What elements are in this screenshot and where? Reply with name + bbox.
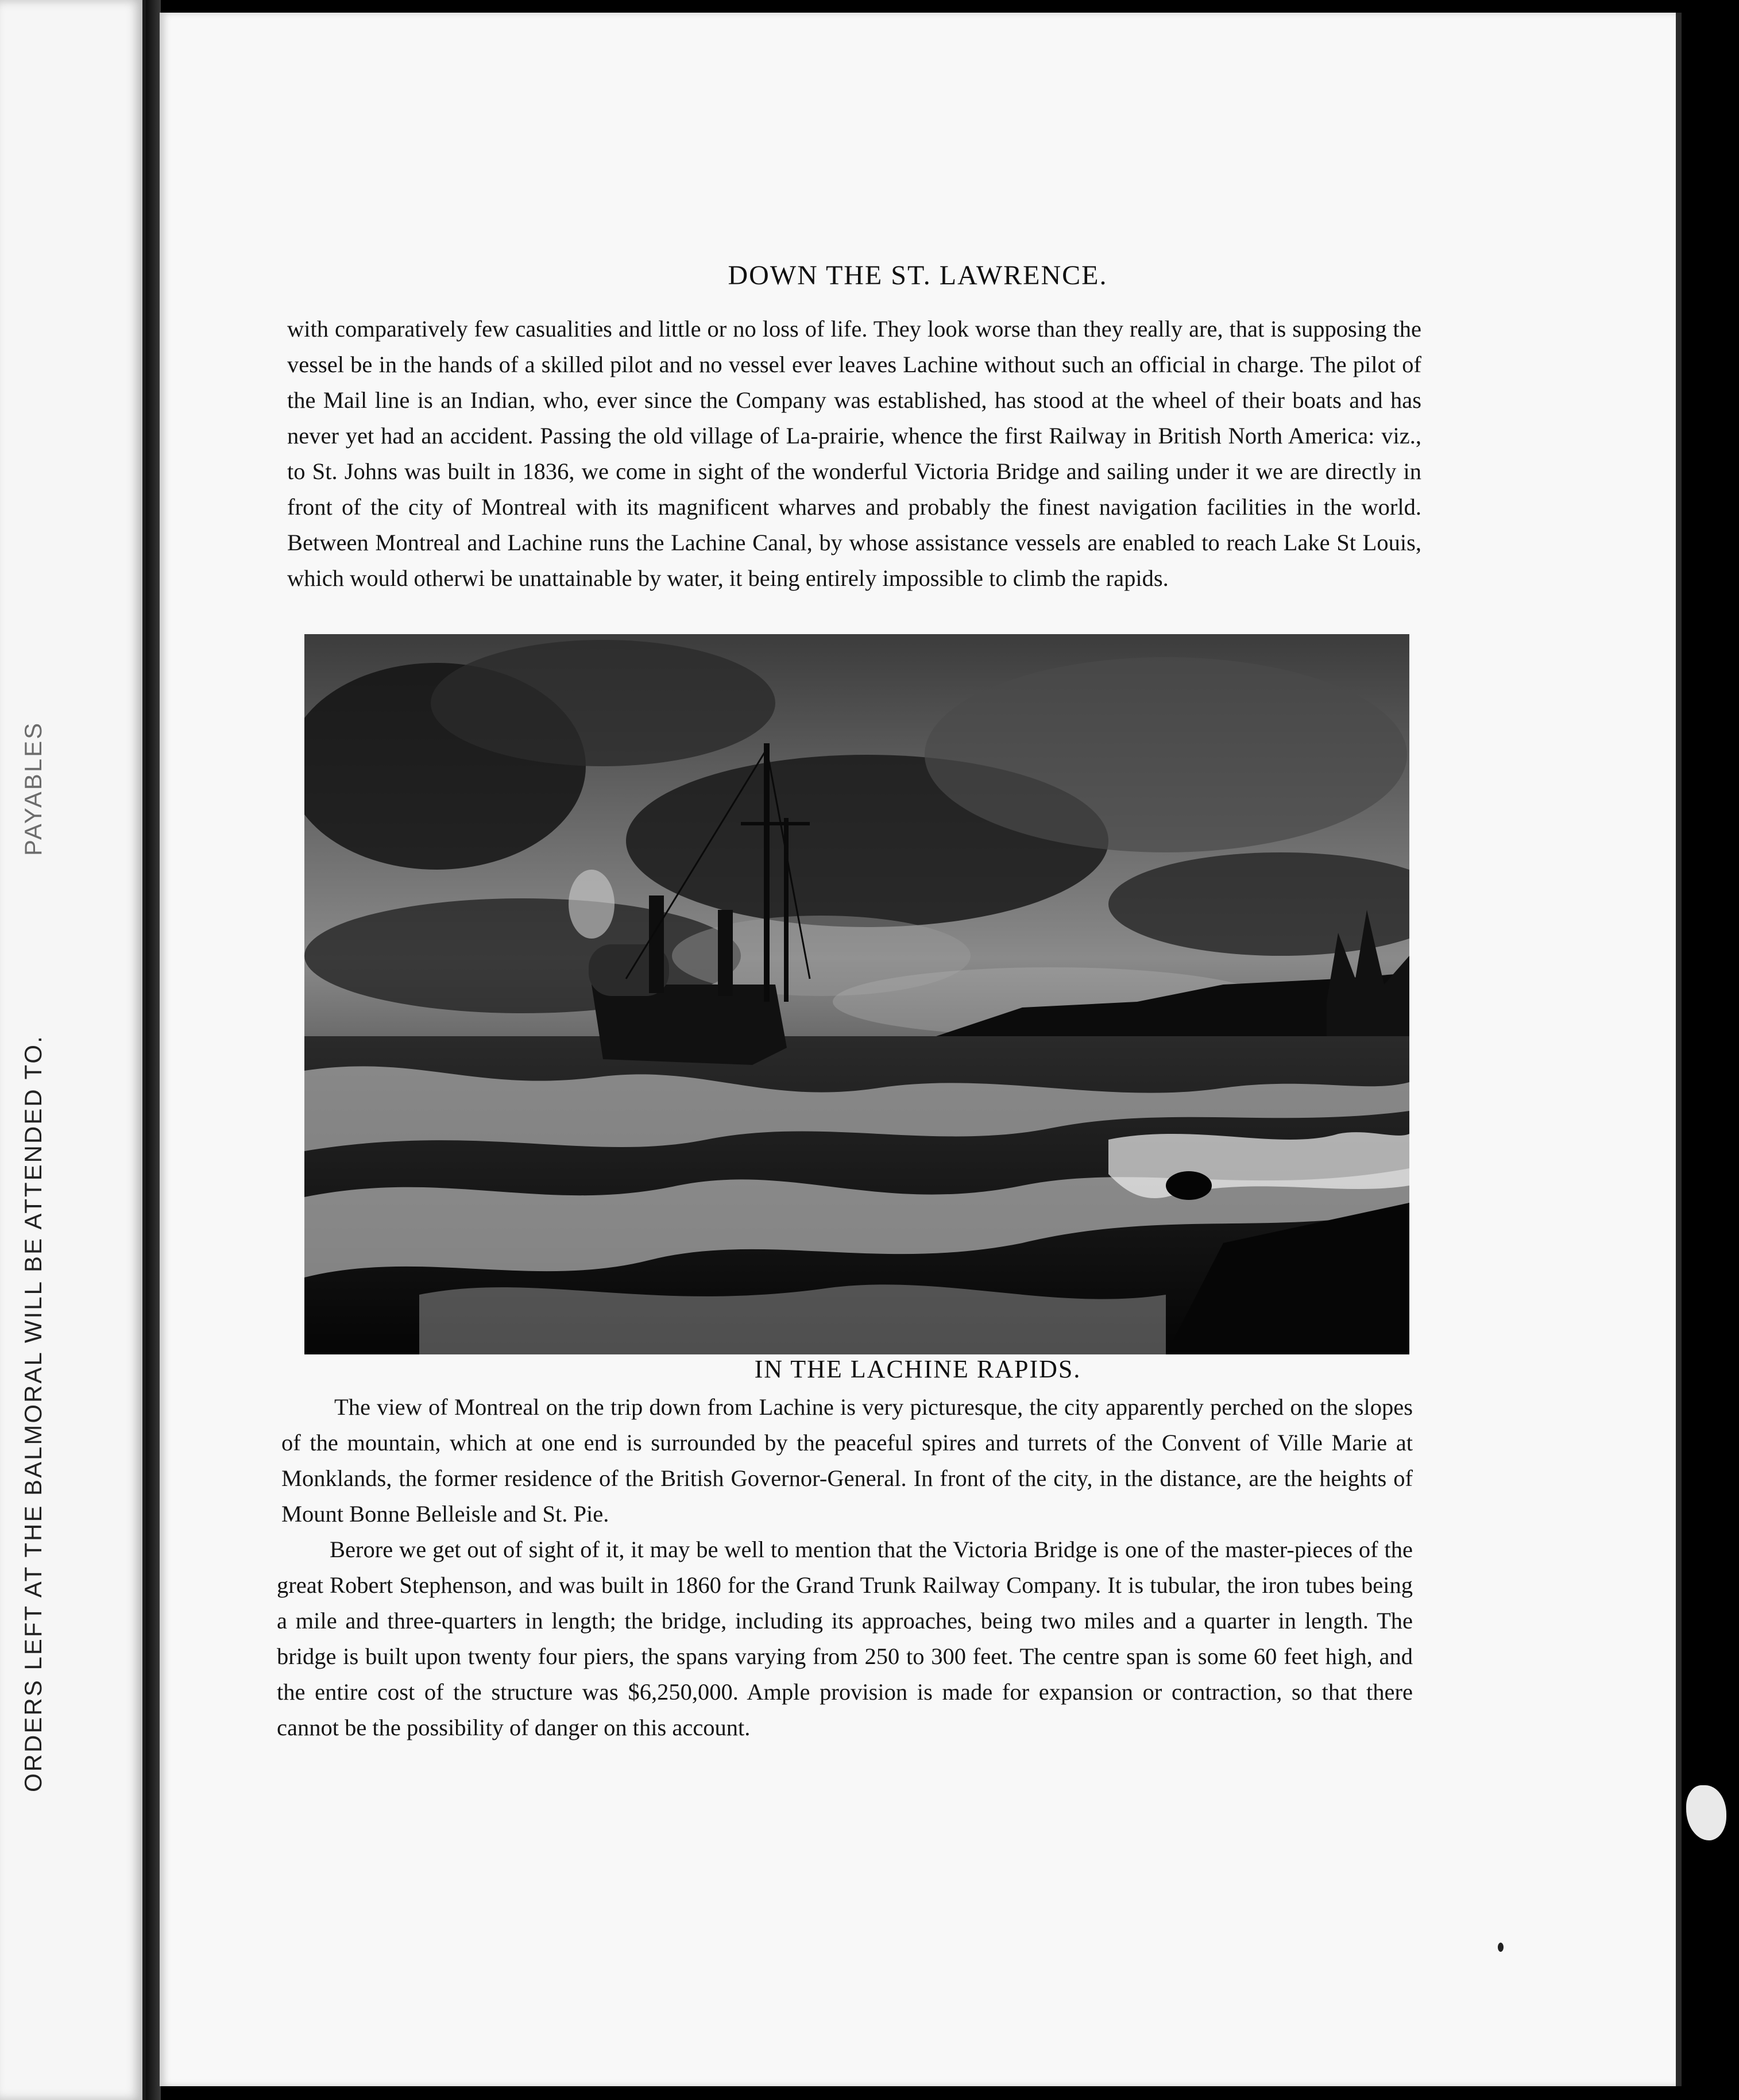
page-gutter bbox=[146, 0, 161, 2100]
illustration-caption: IN THE LACHINE RAPIDS. bbox=[754, 1355, 1081, 1383]
adjacent-page-edge bbox=[0, 0, 146, 2100]
body-paragraph-bottom: Berore we get out of sight of it, it may be well to mention that the Victoria Bridge is one of the master-pieces of the great Robert Stephenson, and was built in 1860 for the Grand Trunk Railway Company. It is tubular, the iron tubes being a mile and three-quarters in length; the bridge, including its approaches, being two miles and a quarter in length. The bridge is built upon twenty four piers, the spans varying from 250 to 300 feet. The centre span is some 60 feet high, and the entire cost of the structure was $6,250,000. Ample provision is made for expansion or contraction, so that there cannot be the possibility of danger on this account. bbox=[277, 1537, 1413, 1740]
book-page bbox=[160, 13, 1682, 2086]
side-margin-note-fragment: PAYABLES bbox=[20, 721, 47, 856]
lachine-rapids-engraving bbox=[304, 634, 1409, 1354]
body-paragraph-top: with comparatively few casualities and little or no loss of life. They look worse than they really are, that is supposing the vessel be in the hands of a skilled pilot and no vessel ever leaves Lachine without such an official in charge. The pilot of the Mail line is an Indian, who, ever since the Company was established, has stood at the wheel of their boats and has never yet had an accident. Passing the old village of La-prairie, whence the first Railway in British North America: viz., to St. Johns was built in 1836, we come in sight of the wonderful Victoria Bridge and sailing under it we are directly in front of the city of Montreal with its magnificent wharves and probably the finest navigation facilities in the world. Between Montreal and Lachine runs the Lachine Canal, by whose assistance vessels are enabled to reach Lake St Louis, which would otherwi be unattainable by water, it being entirely impossible to climb the rapids. bbox=[287, 316, 1421, 591]
running-head: DOWN THE ST. LAWRENCE. bbox=[728, 260, 1108, 291]
body-paragraph-middle: The view of Montreal on the trip down from Lachine is very picturesque, the city apparently perched on the slopes of the mountain, which at one end is surrounded by the peaceful spires and turrets of the Convent of Ville Marie at Monklands, the former residence of the British Governor-General. In front of the city, in the distance, are the heights of Mount Bonne Belleisle and St. Pie. bbox=[281, 1394, 1413, 1527]
side-margin-note: ORDERS LEFT AT THE BALMORAL WILL BE ATTENDED TO. bbox=[20, 1034, 47, 1792]
paper-fleck bbox=[1686, 1785, 1726, 1840]
ink-speck bbox=[1498, 1943, 1504, 1952]
engraving-image bbox=[304, 634, 1409, 1354]
